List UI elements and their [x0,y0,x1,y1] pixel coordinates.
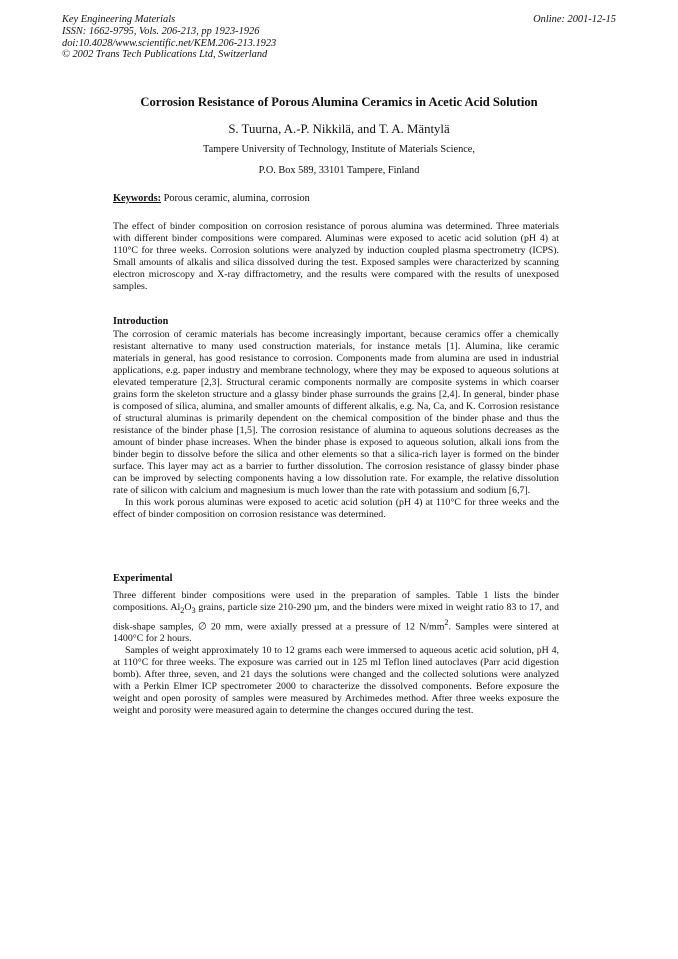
journal-header [62,14,276,61]
introduction-heading: Introduction [113,316,169,327]
journal-name: Key Engineering Materials [62,14,176,25]
abstract-text: The effect of binder composition on corrosion resistance of porous alumina was determined. Three materials with different binder compositions were compared. Aluminas were exposed to acetic acid solution (pH 4) at 110°C for three weeks. Corrosion solutions were analyzed by induction coupled plasma spectrometry (ICPS). Small amounts of alkalis and silica dissolved during the test. Exposed samples were characterized by scanning electron microscopy and X-ray diffractometry, and the results were compared with the results of unexposed samples. [113,221,559,292]
issn-line: ISSN: 1662-9795, Vols. 206-213, pp 1923-1926 [62,25,260,37]
doi-line: doi:10.4028/www.scientific.net/KEM.206-213.1923 [62,37,277,49]
copyright-line: © 2002 Trans Tech Publications Ltd, Switzerland [62,49,268,61]
paper-title: Corrosion Resistance of Porous Alumina Ceramics in Acetic Acid Solution [140,95,538,109]
introduction-paragraph-1: The corrosion of ceramic materials has become increasingly important, because ceramics offer a chemically resistant alternative to many used construction materials, for instance metals [1]. Alumina, like ceramic materials in general, has good resistance to corrosion. Components made from alumina are used in industrial applications, e.g. paper industry and membrane technology, where they may be exposed to aqueous solutions at elevated temperature [2,3]. Structural ceramic components normally are composite systems in which coarser grains form the skeleton structure and a glassy binder phase surrounds the grains [2,4]. In general, binder phase is composed of silica, alumina, and smaller amounts of different alkalis, e.g. Na, Ca, and K. Corrosion resistance of structural aluminas is primarily dependent on the chemical composition of the binder phase and thus the resistance of the binder phase [1,5]. The corrosion resistance of alumina to aqueous solutions decreases as the amount of binder phase increases. When the binder phase is exposed to aqueous solution, alkali ions from the binder begin to dissolve before the silica and other elements so that a silica-rich layer is formed on the binder surface. This layer may act as a barrier to further dissolution. The corrosion resistance of glassy binder phase can be improved by selecting components having a low dissolution rate. For example, the relative dissolution rate of silicon with calcium and magnesium is much lower than the rate with potassium and sodium [6,7]. [113,329,559,496]
experimental-section [113,573,559,717]
online-date: Online: 2001-12-15 [533,14,616,25]
affiliation-address: P.O. Box 589, 33101 Tampere, Finland [258,165,420,176]
experimental-paragraph-2: Samples of weight approximately 10 to 12 grams each were immersed to aqueous acetic acid solution, pH 4, at 110°C for three weeks. The exposure was carried out in 125 ml Teflon lined autoclaves (Parr acid digestion bomb). After three, seven, and 21 days the solutions were changed and the collected solutions were analyzed with a Perkin Elmer ICP spectrometer 2000 to characterize the dissolved components. Before exposure the weight and open porosity of samples were measured by Archimedes method. After three weeks exposure the weight and porosity were measured again to determine the changes occured during the test. [113,645,559,717]
experimental-heading: Experimental [113,573,173,584]
affiliation-institute: Tampere University of Technology, Institute of Materials Science, [203,144,475,155]
authors: S. Tuurna, A.-P. Nikkilä, and T. A. Mäntylä [228,122,450,136]
keywords-label: Keywords: [113,193,162,204]
introduction-section [113,316,559,521]
abstract [113,221,559,293]
keywords [113,193,310,204]
introduction-paragraph-2: In this work porous aluminas were exposed to acetic acid solution (pH 4) at 110°C for three weeks and the effect of binder composition on corrosion resistance was determined. [113,497,559,520]
keywords-text: Porous ceramic, alumina, corrosion [163,193,310,204]
experimental-paragraph-1: Three different binder compositions were used in the preparation of samples. Table 1 lists the binder compositions. $Al_2O_3$ grains, particle size 210-290 µm, and the binders were mixed in weight ratio 83 to 17, and disk-shape samples, ∅ 20 mm, were axially pressed at a pressure of 12 $N/mm^2$. Samples were sintered at 1400°C for 2 hours. [113,590,560,645]
